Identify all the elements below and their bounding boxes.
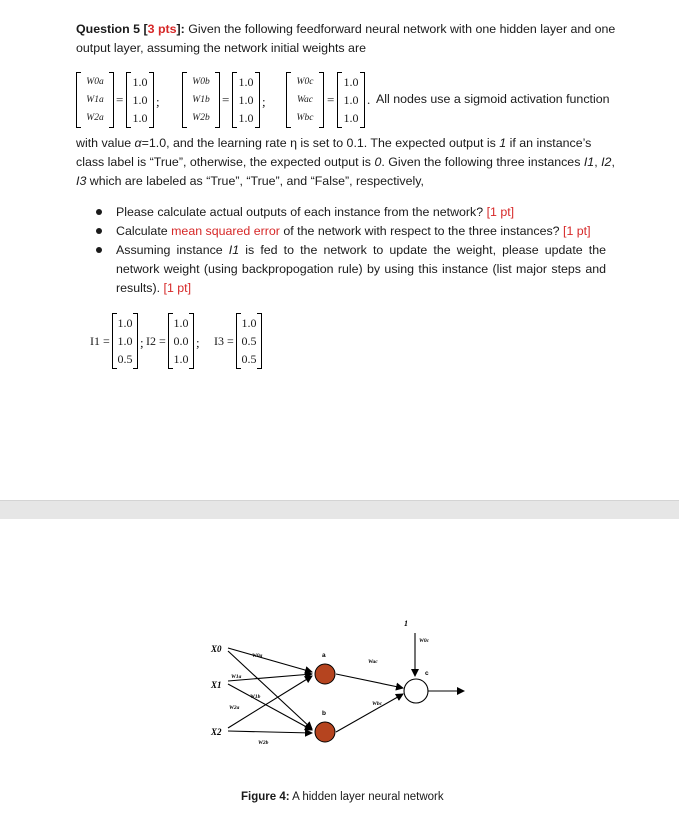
edge-x2-b bbox=[228, 731, 312, 733]
figure-caption: Figure 4: A hidden layer neural network bbox=[241, 791, 444, 803]
edge-x0-b bbox=[228, 651, 312, 729]
edge-label-w0a: W0a bbox=[252, 653, 263, 659]
output-node-c bbox=[404, 679, 428, 703]
bullet-icon bbox=[96, 228, 102, 234]
instance-3-vector: 1.0 0.5 0.5 bbox=[236, 313, 262, 371]
matrix-wc-symbols: W0c Wac Wbc bbox=[286, 72, 324, 130]
activation-note: All nodes use a sigmoid activation function bbox=[376, 92, 610, 106]
question-intro: Question 5 [3 pts]: Given the following feedforward neural network with one hidden layer and one output layer, assuming the network initial weights are bbox=[76, 22, 616, 55]
matrix-wa-symbols: W0a W1a W2a bbox=[76, 72, 114, 130]
instance-2-label: I2 = bbox=[146, 334, 166, 348]
node-label-a: a bbox=[322, 652, 326, 659]
matrix-wb-symbols: W0b W1b W2b bbox=[182, 72, 220, 130]
instance-3-label: I3 = bbox=[214, 334, 234, 348]
edge-label-w1b: W1b bbox=[250, 694, 261, 700]
node-label-b: b bbox=[322, 710, 326, 717]
page-gap bbox=[0, 500, 679, 520]
bullet-icon bbox=[96, 209, 102, 215]
node-label-c: c bbox=[425, 670, 429, 677]
input-label-x2: X2 bbox=[211, 727, 222, 737]
matrix-wc-values: 1.0 1.0 1.0 bbox=[337, 72, 365, 130]
edge-label-wbc: Wbc bbox=[372, 701, 383, 707]
task-item-backprop: Assuming instance I1 is fed to the network to update the weight, please update the network weight (using backpropogation rule) by using this instance (list major steps and results). [1 pt] bbox=[96, 241, 606, 298]
edge-x0-a bbox=[228, 648, 312, 672]
input-label-x1: X1 bbox=[211, 680, 222, 690]
instance-vectors: I1 = 1.0 1.0 0.5 ; I2 = 1.0 0.0 1.0 ; I3 = 1.0 0.5 0.5 bbox=[90, 313, 390, 373]
task-item-outputs: Please calculate actual outputs of each instance from the network? [1 pt] bbox=[96, 203, 606, 222]
input-label-x0: X0 bbox=[211, 644, 222, 654]
matrix-wb-values: 1.0 1.0 1.0 bbox=[232, 72, 260, 130]
instance-1-label: I1 = bbox=[90, 334, 110, 348]
question-title: Question 5 bbox=[76, 22, 141, 36]
hidden-node-a bbox=[315, 664, 335, 684]
edge-label-w0c: W0c bbox=[419, 638, 430, 644]
edge-x1-b bbox=[228, 684, 312, 730]
figure-page bbox=[0, 519, 679, 813]
bullet-icon bbox=[96, 247, 102, 253]
weight-equations: W0a W1a W2a = 1.0 1.0 1.0 ; W0b W1b W2b = 1.0 1.0 1.0 ; W0c Wac Wbc = 1.0 1.0 1.0 . All nodes use a sigmoid activation function bbox=[76, 72, 676, 134]
question-points: 3 pts bbox=[147, 22, 177, 36]
edge-a-c bbox=[336, 674, 403, 688]
edge-label-w2b: W2b bbox=[258, 740, 269, 746]
hidden-node-b bbox=[315, 722, 335, 742]
task-item-mse: Calculate mean squared error of the network with respect to the three instances? [1 pt] bbox=[96, 222, 606, 241]
params-paragraph: with value α=1.0, and the learning rate η is set to 0.1. The expected output is 1 if an instance’s class label is “True”, otherwise, the expected output is 0. Given the following three instances I1, I2, I3 which are labeled as “True”, “True”, and “False”, respectively, bbox=[76, 136, 615, 188]
edge-label-w1a: W1a bbox=[231, 674, 242, 680]
edge-label-w2a: W2a bbox=[229, 705, 240, 711]
edge-label-wac: Wac bbox=[368, 659, 378, 665]
instance-2-vector: 1.0 0.0 1.0 bbox=[168, 313, 194, 371]
instance-1-vector: 1.0 1.0 0.5 bbox=[112, 313, 138, 371]
bias-label: 1 bbox=[404, 619, 408, 628]
matrix-wa-values: 1.0 1.0 1.0 bbox=[126, 72, 154, 130]
edge-x2-a bbox=[228, 676, 312, 728]
network-diagram bbox=[0, 519, 679, 813]
task-list bbox=[96, 203, 606, 298]
edge-b-c bbox=[336, 694, 403, 732]
